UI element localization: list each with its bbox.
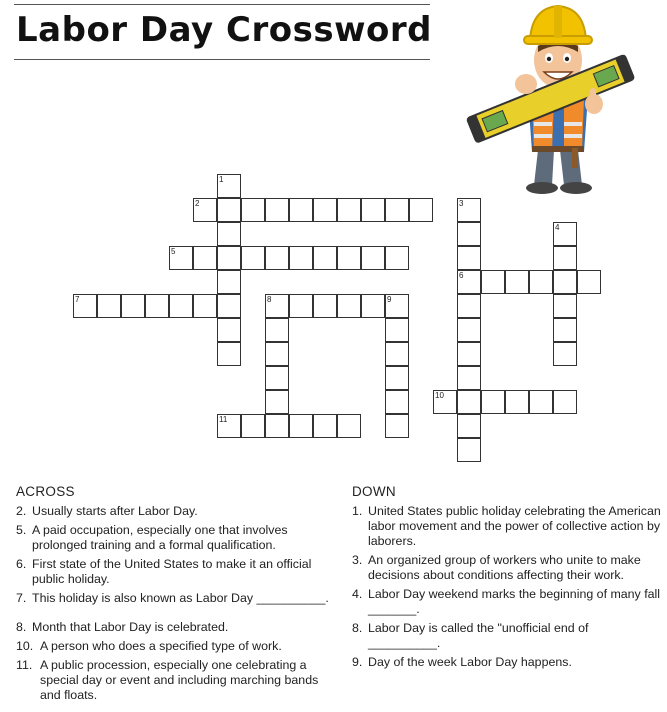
grid-cell[interactable] (385, 198, 409, 222)
down-clue: 4. Labor Day weekend marks the beginning of many fall _______. (352, 587, 661, 616)
grid-cell[interactable] (385, 246, 409, 270)
grid-cell[interactable] (385, 366, 409, 390)
grid-cell[interactable] (361, 246, 385, 270)
grid-cell[interactable] (217, 222, 241, 246)
down-clue: 9. Day of the week Labor Day happens. (352, 655, 572, 669)
across-clue: 5. A paid occupation, especially one that involves prolonged training and a formal qualification. (16, 523, 288, 552)
across-clue: 10. A person who does a specified type of work. (16, 639, 282, 653)
grid-cell[interactable] (241, 198, 265, 222)
grid-cell[interactable] (457, 270, 481, 294)
grid-cell[interactable] (553, 294, 577, 318)
grid-cell[interactable] (313, 414, 337, 438)
clue-number: 1 (219, 175, 224, 184)
grid-cell[interactable] (457, 438, 481, 462)
grid-cell[interactable] (409, 198, 433, 222)
grid-cell[interactable] (73, 294, 97, 318)
grid-cell[interactable] (193, 246, 217, 270)
grid-cell[interactable] (457, 414, 481, 438)
grid-cell[interactable] (337, 414, 361, 438)
grid-cell[interactable] (217, 246, 241, 270)
grid-cell[interactable] (529, 390, 553, 414)
grid-cell[interactable] (265, 246, 289, 270)
grid-cell[interactable] (265, 318, 289, 342)
across-clue: 8. Month that Labor Day is celebrated. (16, 620, 229, 634)
grid-cell[interactable] (385, 294, 409, 318)
clue-number: 10 (435, 391, 444, 400)
grid-cell[interactable] (265, 342, 289, 366)
grid-cell[interactable] (193, 198, 217, 222)
grid-cell[interactable] (265, 390, 289, 414)
grid-cell[interactable] (553, 270, 577, 294)
grid-cell[interactable] (265, 294, 289, 318)
grid-cell[interactable] (121, 294, 145, 318)
grid-cell[interactable] (313, 246, 337, 270)
grid-cell[interactable] (457, 342, 481, 366)
grid-cell[interactable] (265, 414, 289, 438)
grid-cell[interactable] (289, 246, 313, 270)
clue-number: 6 (459, 271, 464, 280)
across-heading: ACROSS (16, 484, 75, 499)
clue-number: 2 (195, 199, 200, 208)
grid-cell[interactable] (193, 294, 217, 318)
down-list (352, 504, 662, 670)
grid-cell[interactable] (553, 390, 577, 414)
clue-number: 7 (75, 295, 80, 304)
grid-cell[interactable] (385, 414, 409, 438)
grid-cell[interactable] (457, 222, 481, 246)
grid-cell[interactable] (217, 198, 241, 222)
grid-cell[interactable] (241, 246, 265, 270)
clue-number: 8 (267, 295, 272, 304)
grid-cell[interactable] (385, 390, 409, 414)
grid-cell[interactable] (433, 390, 457, 414)
grid-cell[interactable] (481, 270, 505, 294)
grid-cell[interactable] (457, 198, 481, 222)
grid-cell[interactable] (289, 294, 313, 318)
grid-cell[interactable] (145, 294, 169, 318)
grid-cell[interactable] (337, 246, 361, 270)
grid-cell[interactable] (457, 318, 481, 342)
grid-cell[interactable] (553, 318, 577, 342)
grid-cell[interactable] (217, 318, 241, 342)
clue-number: 11 (219, 415, 228, 424)
grid-cell[interactable] (385, 342, 409, 366)
down-clues (352, 484, 662, 674)
across-clue: 2. Usually starts after Labor Day. (16, 504, 198, 518)
grid-cell[interactable] (553, 342, 577, 366)
grid-cell[interactable] (169, 246, 193, 270)
down-clue: 3. An organized group of workers who unite to make decisions about conditions affecting their work. (352, 553, 641, 582)
grid-cell[interactable] (481, 390, 505, 414)
grid-cell[interactable] (217, 294, 241, 318)
grid-cell[interactable] (529, 270, 553, 294)
page-title: Labor Day Crossword (16, 10, 432, 50)
down-clue: 1. United States public holiday celebrating the American labor movement and the power of collective action by laborers. (352, 504, 661, 548)
grid-cell[interactable] (505, 270, 529, 294)
clue-number: 3 (459, 199, 464, 208)
grid-cell[interactable] (577, 270, 601, 294)
grid-cell[interactable] (169, 294, 193, 318)
grid-cell[interactable] (361, 198, 385, 222)
across-clues (16, 484, 336, 707)
grid-cell[interactable] (241, 414, 265, 438)
grid-cell[interactable] (457, 246, 481, 270)
grid-cell[interactable] (217, 342, 241, 366)
grid-cell[interactable] (265, 366, 289, 390)
grid-cell[interactable] (361, 294, 385, 318)
clue-number: 9 (387, 295, 392, 304)
grid-cell[interactable] (289, 198, 313, 222)
grid-cell[interactable] (337, 294, 361, 318)
across-clue: 6. First state of the United States to make it an official public holiday. (16, 557, 312, 586)
across-clue: 11. A public procession, especially one celebrating a special day or event and including marching bands and floats. (16, 658, 319, 702)
clue-number: 4 (555, 223, 560, 232)
grid-cell[interactable] (217, 414, 241, 438)
across-list (16, 504, 336, 703)
grid-cell[interactable] (457, 294, 481, 318)
grid-cell[interactable] (553, 246, 577, 270)
grid-cell[interactable] (313, 198, 337, 222)
down-heading: DOWN (352, 484, 396, 499)
grid-cell[interactable] (265, 198, 289, 222)
grid-cell[interactable] (385, 318, 409, 342)
grid-cell[interactable] (313, 294, 337, 318)
grid-cell[interactable] (289, 414, 313, 438)
grid-cell[interactable] (97, 294, 121, 318)
grid-cell[interactable] (217, 270, 241, 294)
grid-cell[interactable] (457, 366, 481, 390)
grid-cell[interactable] (217, 174, 241, 198)
grid-cell[interactable] (505, 390, 529, 414)
across-clue: 7. This holiday is also known as Labor Day __________. (16, 591, 329, 605)
grid-cell[interactable] (337, 198, 361, 222)
grid-cell[interactable] (457, 390, 481, 414)
clue-number: 5 (171, 247, 176, 256)
grid-cell[interactable] (553, 222, 577, 246)
down-clue: 8. Labor Day is called the "unofficial end of __________. (352, 621, 589, 650)
